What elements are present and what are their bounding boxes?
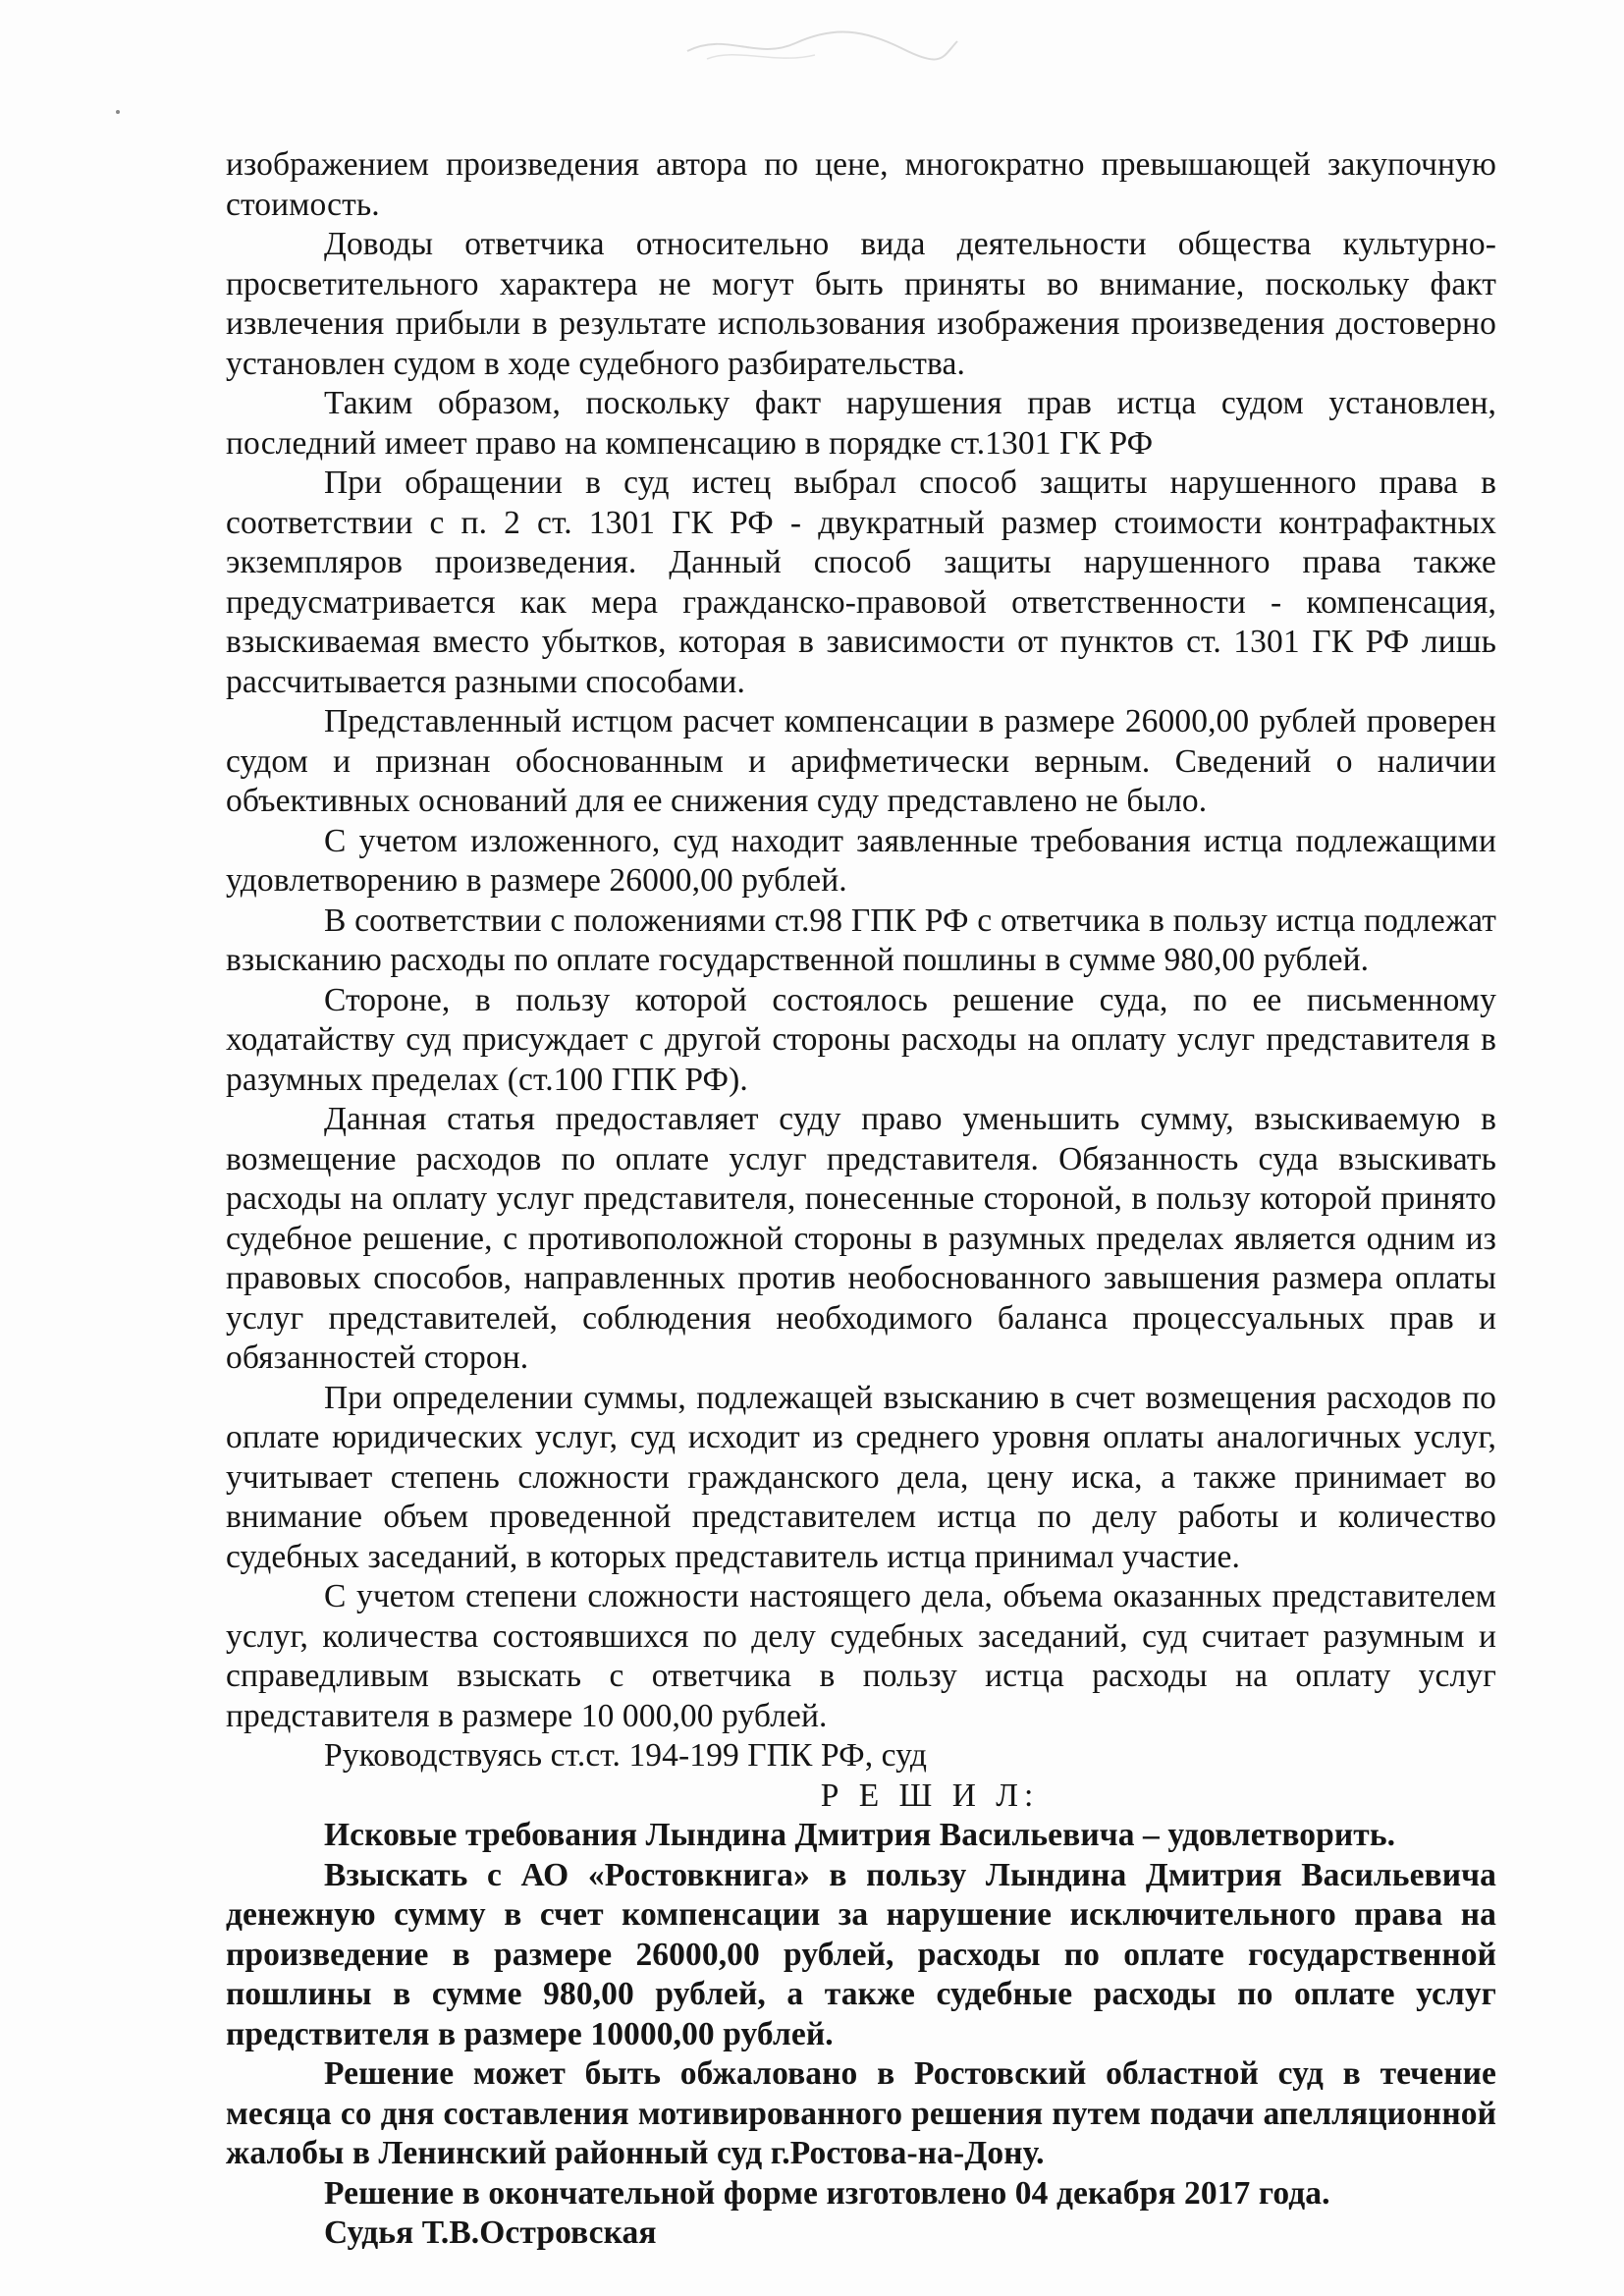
paragraph: Представленный истцом расчет компенсации в размере 26000,00 рублей проверен судом и признан обоснованным и арифметически верным. Сведений о наличии объективных оснований для ее снижения суду представлено не было. (226, 703, 1496, 819)
ruling-paragraph: Решение может быть обжаловано в Ростовский областной суд в течение месяца со дня составления мотивированного решения путем подачи апелляционной жалобы в Ленинский районный суд г.Ростова-на-Дону. (226, 2055, 1496, 2171)
paragraph: При определении суммы, подлежащей взысканию в счет возмещения расходов по оплате юридических услуг, суд исходит из среднего уровня оплаты аналогичных услуг, учитывает степень сложности гражданского дела, цену иска, а также принимает во внимание объем проведенной представителем истца по делу работы и количество судебных заседаний, в которых представитель истца принимал участие. (226, 1379, 1496, 1575)
document-body (226, 145, 1496, 2254)
scan-artifact-stamp (668, 22, 962, 71)
paragraph: Стороне, в пользу которой состоялось решение суда, по ее письменному ходатайству суд присуждает с другой стороны расходы на оплату услуг представителя в разумных пределах (ст.100 ГПК РФ). (226, 981, 1496, 1098)
ruling-paragraph: Исковые требования Лындина Дмитрия Васильевича – удовлетворить. (324, 1817, 1396, 1853)
paragraph: В соответствии с положениями ст.98 ГПК РФ с ответчика в пользу истца подлежат взысканию расходы по оплате государственной пошлины в сумме 980,00 рублей. (226, 902, 1496, 978)
paragraph: С учетом изложенного, суд находит заявленные требования истца подлежащими удовлетворению в размере 26000,00 рублей. (226, 822, 1496, 899)
paragraph: изображением произведения автора по цене, многократно превышающей закупочную стоимость. (226, 146, 1496, 223)
paragraph: Таким образом, поскольку факт нарушения прав истца судом установлен, последний имеет право на компенсацию в порядке ст.1301 ГК РФ (226, 385, 1496, 462)
ruling-paragraph: Взыскать с АО «Ростовкнига» в пользу Лындина Дмитрия Васильевича денежную сумму в счет компенсации за нарушение исключительного права на произведение в размере 26000,00 рублей, расходы по оплате государственной пошлины в сумме 980,00 рублей, а также судебные расходы по оплате услуг предствителя в размере 10000,00 рублей. (226, 1856, 1496, 2052)
paragraph: Данная статья предоставляет суду право уменьшить сумму, взыскиваемую в возмещение расходов по оплате услуг представителя. Обязанность суда взыскивать расходы на оплату услуг представителя, понесенные стороной, в пользу которой принято судебное решение, с противоположной стороны в разумных пределах является одним из правовых способов, направленных против необоснованного завышения размера оплаты услуг представителей, соблюдения необходимого баланса процессуальных прав и обязанностей сторон. (226, 1101, 1496, 1376)
scan-dot (116, 110, 120, 114)
ruling-date: Решение в окончательной форме изготовлено 04 декабря 2017 года. (324, 2174, 1330, 2212)
decided-heading: Р Е Ш И Л: (820, 1777, 1040, 1814)
judge-signature: Судья Т.В.Островская (324, 2214, 657, 2251)
paragraph: Руководствуясь ст.ст. 194-199 ГПК РФ, суд (324, 1737, 928, 1774)
paragraph: При обращении в суд истец выбрал способ защиты нарушенного права в соответствии с п. 2 ст. 1301 ГК РФ - двукратный размер стоимости контрафактных экземпляров произведения. Данный способ защиты нарушенного права также предусматривается как мера гражданско-правовой ответственности - компенсация, взыскиваемая вместо убытков, которая в зависимости от пунктов ст. 1301 ГК РФ лишь рассчитывается разными способами. (226, 465, 1496, 700)
paragraph: С учетом степени сложности настоящего дела, объема оказанных представителем услуг, количества состоявшихся по делу судебных заседаний, суд считает разумным и справедливым взыскать с ответчика в пользу истца расходы на оплату услуг представителя в размере 10 000,00 рублей. (226, 1578, 1496, 1734)
paragraph: Доводы ответчика относительно вида деятельности общества культурно-просветительного характера не могут быть приняты во внимание, поскольку факт извлечения прибыли в результате использования изображения произведения достоверно установлен судом в ходе судебного разбирательства. (226, 226, 1496, 382)
